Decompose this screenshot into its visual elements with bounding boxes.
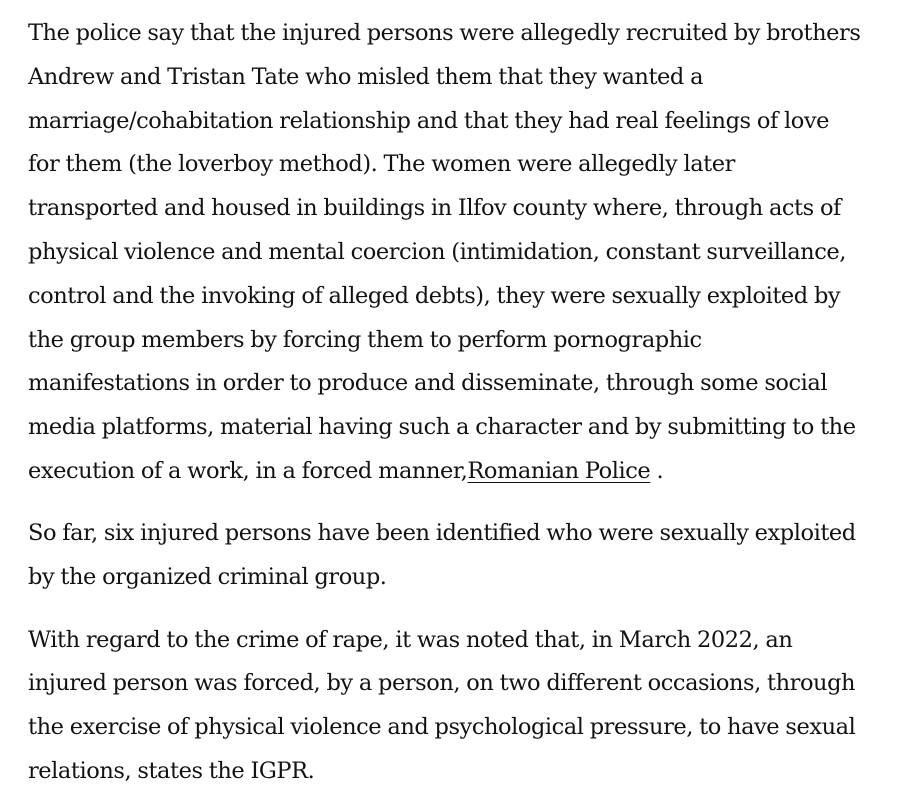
paragraph-trailing-text: .: [650, 457, 664, 484]
article-body: [28, 12, 864, 794]
paragraph-text: With regard to the crime of rape, it was noted that, in March 2022, an injured person was forced, by a person, on two different occasions, through the exercise of physical violence and psychological pressure, to have sexual relations, states the IGPR.: [28, 626, 856, 784]
romanian-police-link[interactable]: Romanian Police: [467, 457, 651, 484]
article-paragraph-rape-charge: [28, 619, 864, 794]
article-paragraph-police-statement: [28, 12, 864, 494]
paragraph-text: So far, six injured persons have been identified who were sexually exploited by the organized criminal group.: [28, 520, 856, 591]
paragraph-text: The police say that the injured persons were allegedly recruited by brothers Andrew and Tristan Tate who misled them that they wanted a marriage/cohabitation relationship and that they had real feelings of love for them (the loverboy method). The women were allegedly later transported and housed in buildings in Ilfov county where, through acts of physical violence and mental coercion (intimidation, constant surveillance, control and the invoking of alleged debts), they were sexually exploited by the group members by forcing them to perform pornographic manifestations in order to produce and disseminate, through some social media platforms, material having such a character and by submitting to the execution of a work, in a forced manner,: [28, 20, 861, 484]
article-paragraph-victims-identified: [28, 512, 864, 600]
